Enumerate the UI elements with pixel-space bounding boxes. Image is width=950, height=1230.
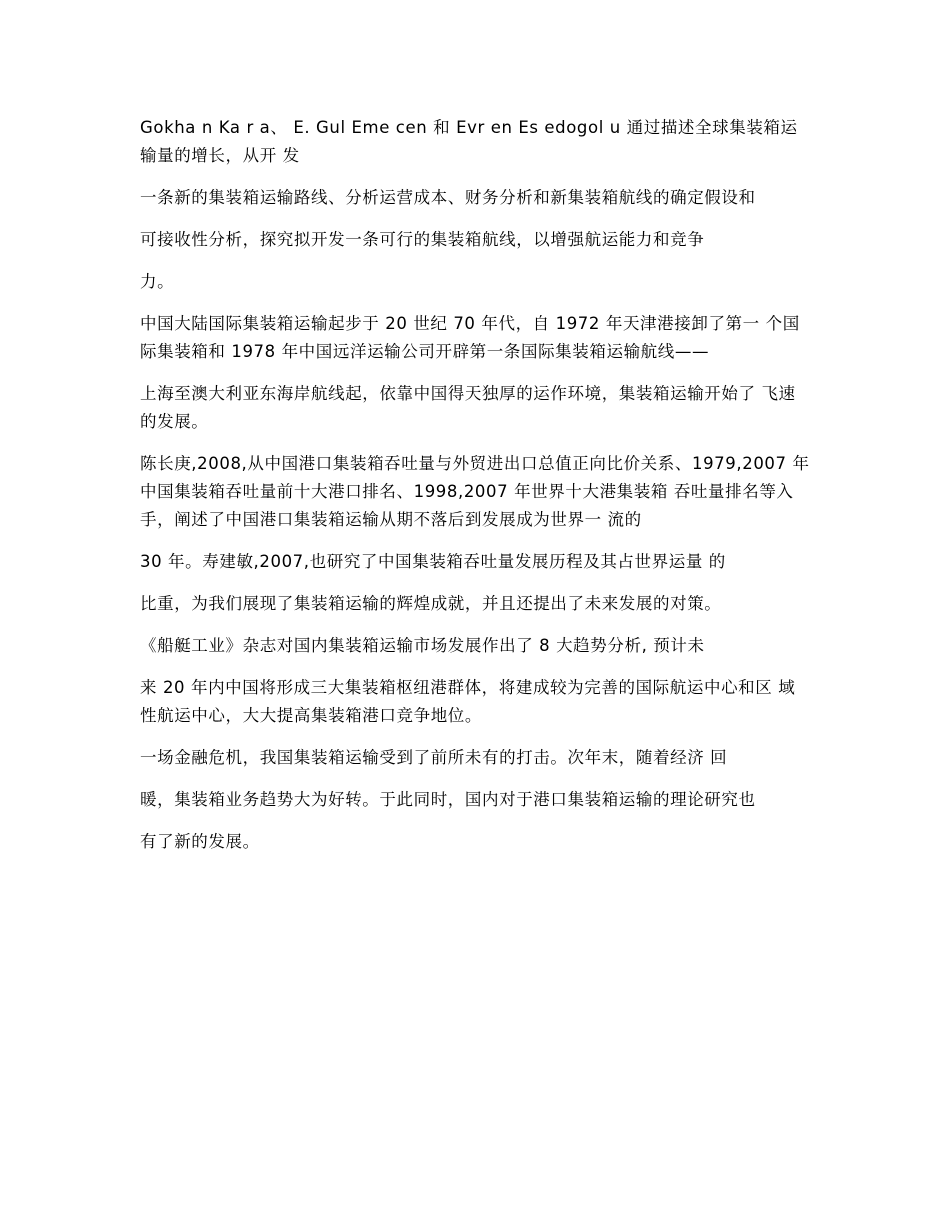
paragraph: 一条新的集装箱运输路线、分析运营成本、财务分析和新集装箱航线的确定假设和: [140, 188, 756, 207]
paragraph: 力。: [140, 272, 175, 291]
paragraph: 来 20 年内中国将形成三大集装箱枢纽港群体，将建成较为完善的国际航运中心和区 域性航运中心，大大提高集装箱港口竞争地位。: [140, 678, 796, 725]
paragraph: 暖，集装箱业务趋势大为好转。于此同时，国内对于港口集装箱运输的理论研究也: [140, 790, 756, 809]
paragraph: 可接收性分析，探究拟开发一条可行的集装箱航线，以增强航运能力和竞争: [140, 230, 705, 249]
paragraph: 陈长庚,2008,从中国港口集装箱吞吐量与外贸进出口总值正向比价关系、1979,2007 年中国集装箱吞吐量前十大港口排名、1998,2007 年世界十大港集装箱 吞吐量排名等入手，阐述了中国港口集装箱运输从期不落后到发展成为世界一 流的: [140, 454, 810, 529]
document-body: [140, 114, 812, 870]
paragraph: 上海至澳大利亚东海岸航线起，依靠中国得天独厚的运作环境，集装箱运输开始了 飞速的发展。: [140, 384, 796, 431]
paragraph: 中国大陆国际集装箱运输起步于 20 世纪 70 年代，自 1972 年天津港接卸了第一 个国际集装箱和 1978 年中国远洋运输公司开辟第一条国际集装箱运输航线——: [140, 314, 800, 361]
paragraph: 《船艇工业》杂志对国内集装箱运输市场发展作出了 8 大趋势分析, 预计未: [140, 636, 705, 655]
paragraph: 一场金融危机，我国集装箱运输受到了前所未有的打击。次年末，随着经济 回: [140, 748, 728, 767]
paragraph: Gokha n Ka r a、 E. Gul Eme cen 和 Evr en Es edogol u 通过描述全球集装箱运输量的增长，从开 发: [140, 118, 798, 165]
paragraph: 30 年。寿建敏,2007,也研究了中国集装箱吞吐量发展历程及其占世界运量 的: [140, 552, 726, 571]
paragraph: 有了新的发展。: [140, 832, 260, 851]
paragraph: 比重，为我们展现了集装箱运输的辉煌成就，并且还提出了未来发展的对策。: [140, 594, 722, 613]
